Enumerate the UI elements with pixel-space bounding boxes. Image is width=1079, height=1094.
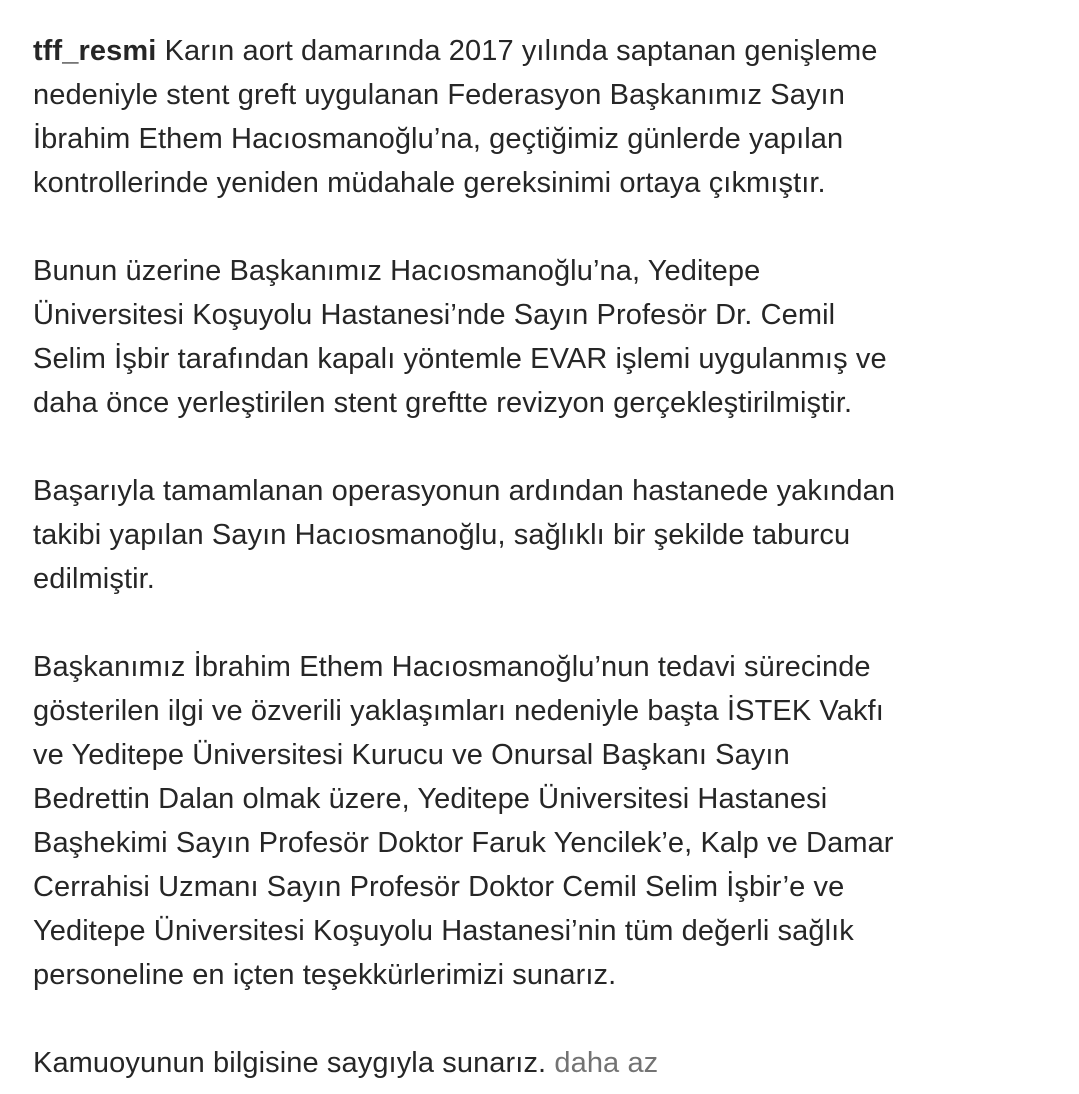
caption-line: nedeniyle stent greft uygulanan Federasyon Başkanımız Sayın [33, 79, 845, 111]
username-link[interactable]: tff_resmi [33, 35, 157, 67]
caption-line: İbrahim Ethem Hacıosmanoğlu’na, geçtiğimiz günlerde yapılan [33, 123, 844, 155]
show-less-link[interactable]: daha az [554, 1047, 659, 1079]
caption-line [33, 29, 1043, 73]
caption-line: kontrollerinde yeniden müdahale gereksinimi ortaya çıkmıştır. [33, 167, 826, 199]
caption-line [33, 1041, 1043, 1085]
caption-line: Yeditepe Üniversitesi Koşuyolu Hastanesi’nin tüm değerli sağlık [33, 915, 854, 947]
post-caption [33, 29, 1043, 1085]
caption-line: personeline en içten teşekkürlerimizi sunarız. [33, 959, 617, 991]
caption-paragraph-3 [33, 469, 1043, 601]
caption-line: Bunun üzerine Başkanımız Hacıosmanoğlu’na, Yeditepe [33, 255, 761, 287]
caption-text: Kamuoyunun bilgisine saygıyla sunarız. [33, 1047, 547, 1079]
caption-line: ve Yeditepe Üniversitesi Kurucu ve Onursal Başkanı Sayın [33, 739, 790, 771]
caption-paragraph-5 [33, 1041, 1043, 1085]
caption-line: gösterilen ilgi ve özverili yaklaşımları nedeniyle başta İSTEK Vakfı [33, 695, 884, 727]
caption-paragraph-1 [33, 29, 1043, 205]
caption-line: takibi yapılan Sayın Hacıosmanoğlu, sağlıklı bir şekilde taburcu [33, 519, 851, 551]
caption-line: Başarıyla tamamlanan operasyonun ardından hastanede yakından [33, 475, 896, 507]
caption-line: Bedrettin Dalan olmak üzere, Yeditepe Üniversitesi Hastanesi [33, 783, 828, 815]
caption-paragraph-2 [33, 249, 1043, 425]
caption-text: Karın aort damarında 2017 yılında saptanan genişleme [164, 35, 878, 67]
caption-line: Başhekimi Sayın Profesör Doktor Faruk Yencilek’e, Kalp ve Damar [33, 827, 894, 859]
caption-line: Selim İşbir tarafından kapalı yöntemle EVAR işlemi uygulanmış ve [33, 343, 887, 375]
caption-line: Başkanımız İbrahim Ethem Hacıosmanoğlu’nun tedavi sürecinde [33, 651, 871, 683]
caption-line: edilmiştir. [33, 563, 155, 595]
caption-line: daha önce yerleştirilen stent greftte revizyon gerçekleştirilmiştir. [33, 387, 853, 419]
caption-line: Cerrahisi Uzmanı Sayın Profesör Doktor Cemil Selim İşbir’e ve [33, 871, 845, 903]
caption-paragraph-4 [33, 645, 1043, 997]
caption-line: Üniversitesi Koşuyolu Hastanesi’nde Sayın Profesör Dr. Cemil [33, 299, 836, 331]
